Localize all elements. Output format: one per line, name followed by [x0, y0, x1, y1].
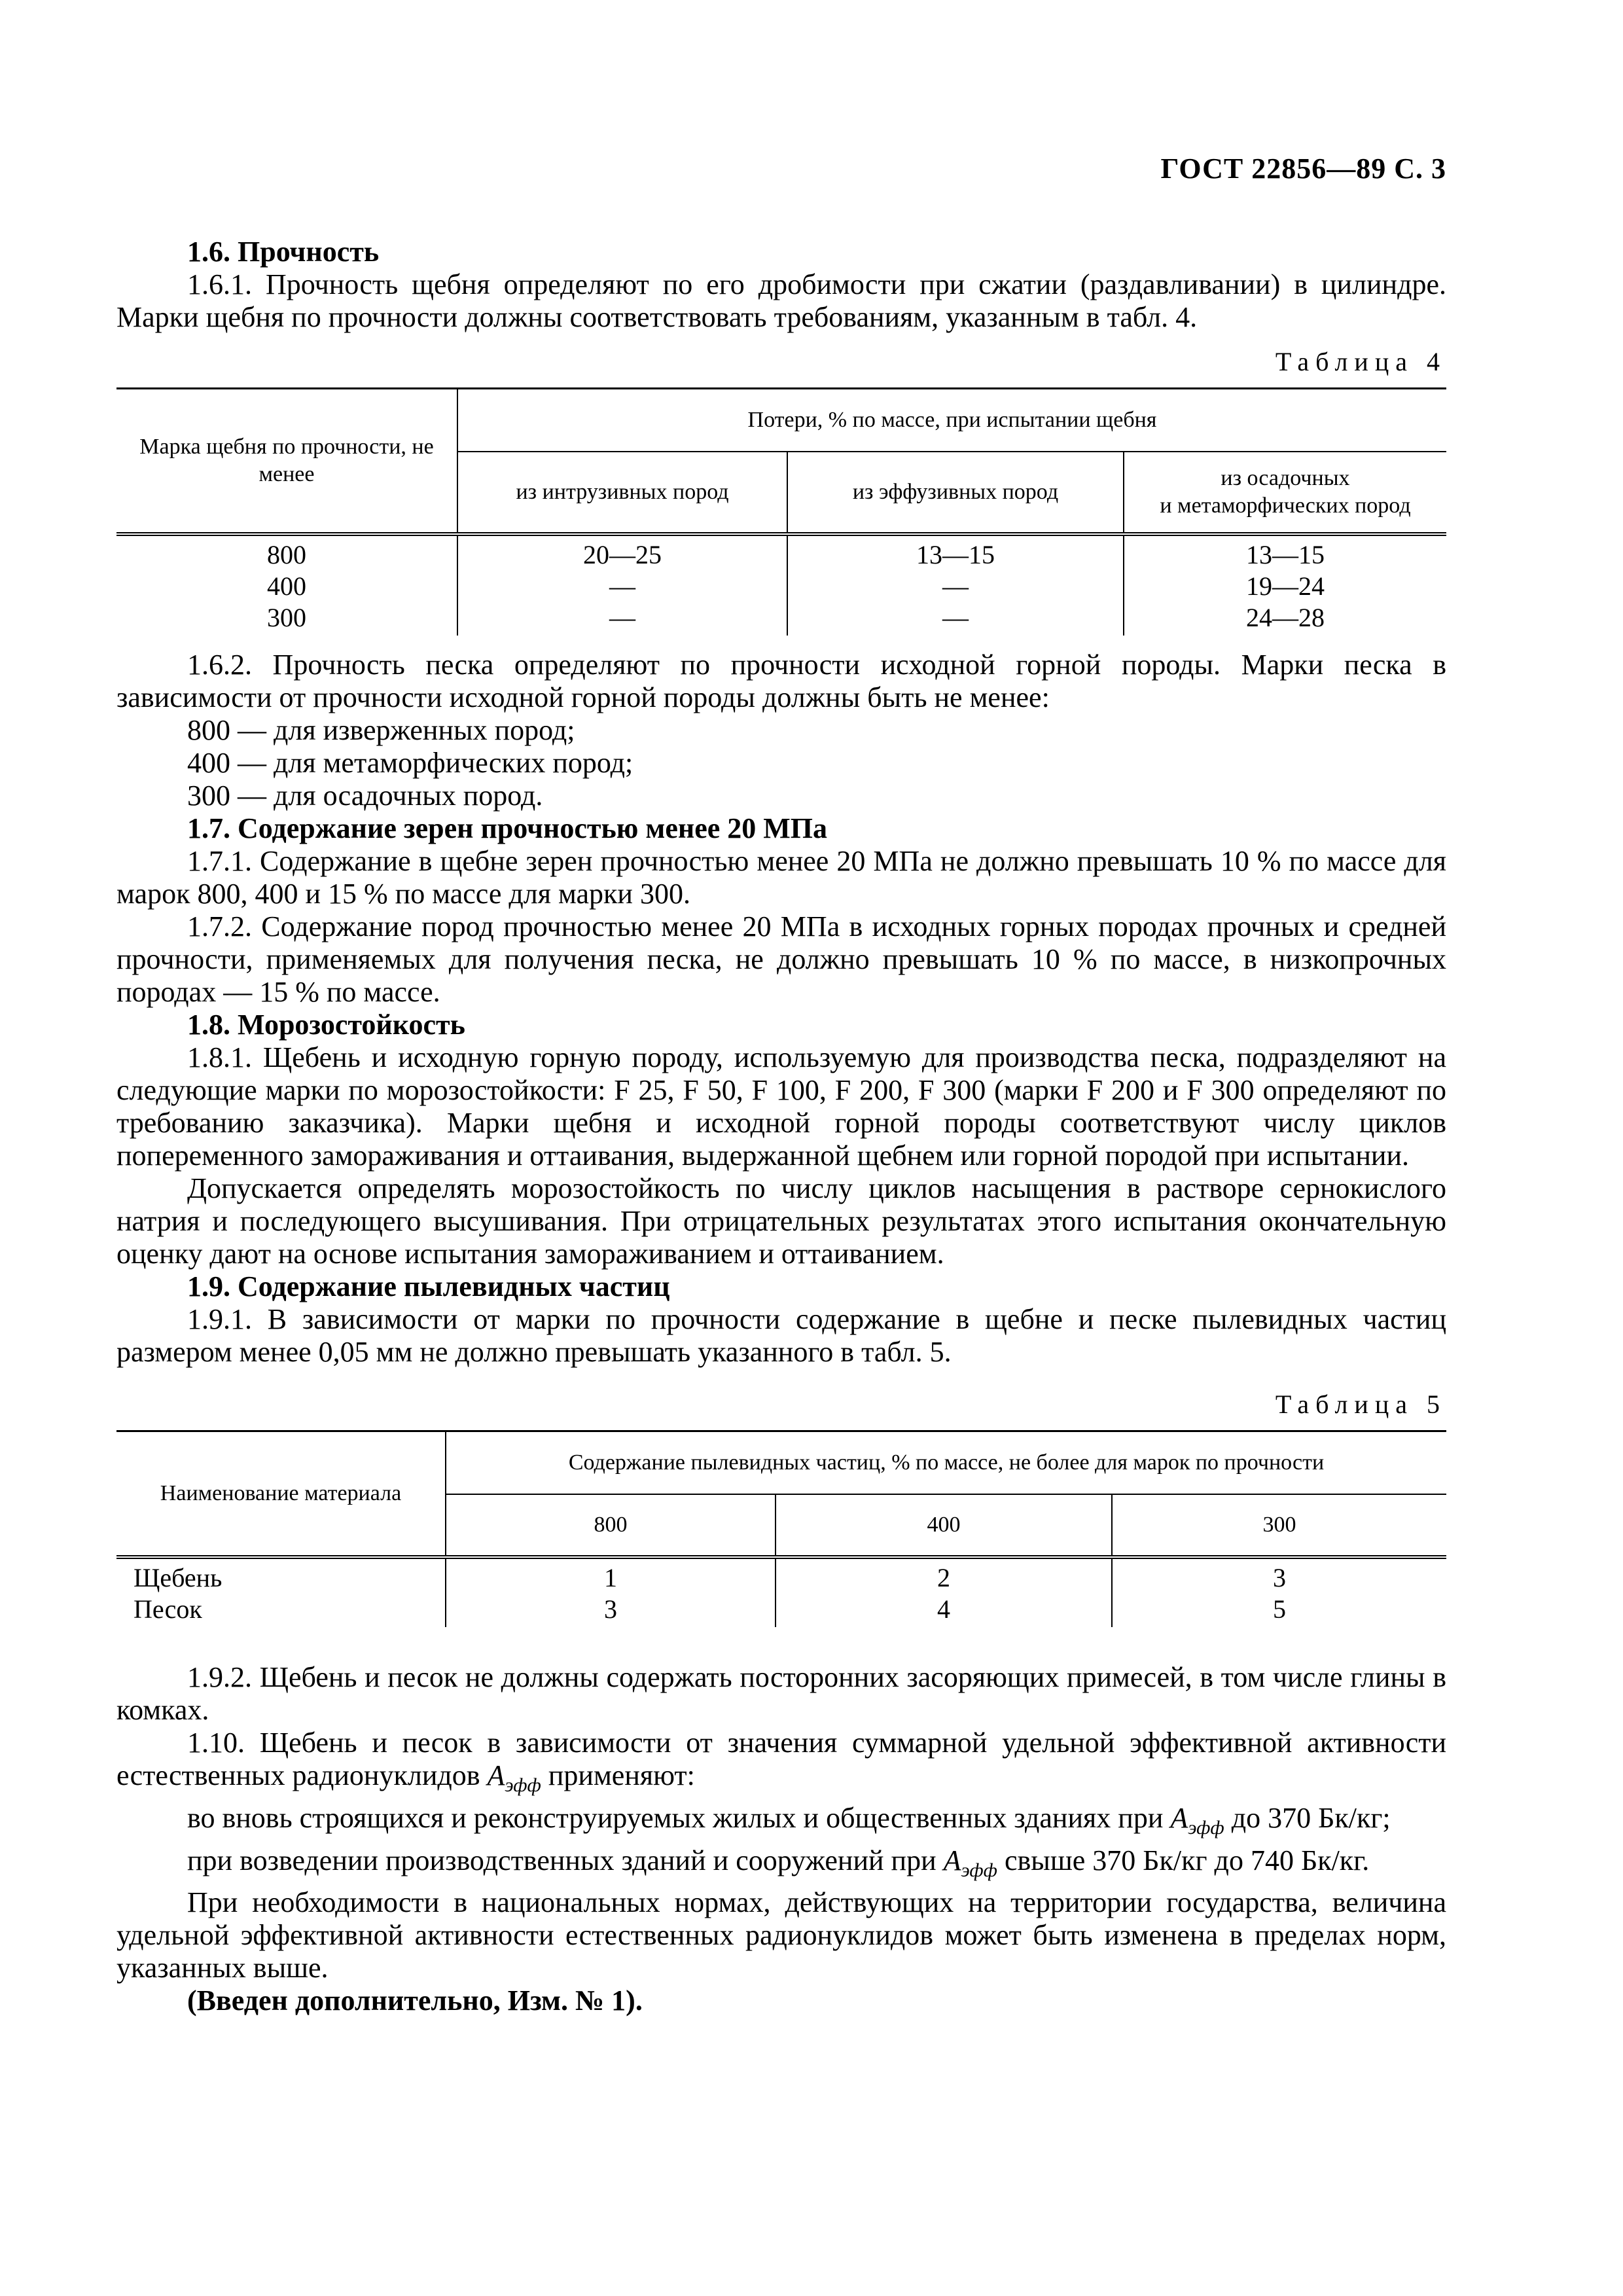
item-tail: свыше 370 Бк/кг до 740 Бк/кг. [1004, 1844, 1370, 1876]
section-number: 1.8. [187, 1009, 230, 1041]
table-cell: 300 [116, 602, 457, 636]
table-cell: — [457, 602, 787, 636]
item-text: при возведении производственных зданий и сооружений при [187, 1844, 936, 1876]
table-5 [116, 1430, 1446, 1627]
paragraph-1-10-text: 1.10. Щебень и песок в зависимости от значения суммарной удельной эффективной активности естественных радионуклидов [116, 1727, 1446, 1791]
subheader-3-line-2: и метаморфических пород [1160, 493, 1411, 518]
activity-symbol [487, 1759, 541, 1796]
document-body [116, 236, 1446, 2017]
table-cell: 13—15 [787, 534, 1124, 571]
section-title: Прочность [238, 236, 380, 268]
paragraph-1-7-2: 1.7.2. Содержание пород прочностью менее 20 МПа в исходных горных породах прочных и средней прочности, применяемых для получения песка, не должно превышать 10 % по массе, в низкопрочных породах — 15 % по массе. [116, 910, 1446, 1008]
section-title: Содержание пылевидных частиц [238, 1270, 670, 1302]
item-tail: до 370 Бк/кг; [1231, 1801, 1391, 1834]
symbol-letter: A [943, 1844, 961, 1876]
table-4-group-header: Потери, % по массе, при испытании щебня [457, 389, 1446, 452]
symbol-subscript: эфф [505, 1774, 541, 1796]
paragraph-1-9-1: 1.9.1. В зависимости от марки по прочности содержание в щебне и песке пылевидных частиц размером менее 0,05 мм не должно превышать указанного в табл. 5. [116, 1303, 1446, 1368]
table-cell: 800 [116, 534, 457, 571]
paragraph-1-7-1: 1.7.1. Содержание в щебне зерен прочностью менее 20 МПа не должно превышать 10 % по массе для марок 800, 400 и 15 % по массе для марки 300. [116, 845, 1446, 910]
table-cell: Щебень [116, 1557, 446, 1594]
table-row [116, 1594, 1446, 1627]
table-4-subheader-1: из интрузивных пород [457, 452, 787, 534]
list-item: 400 — для метаморфических пород; [187, 747, 633, 779]
table-cell: 3 [1273, 1563, 1286, 1592]
table-cell: 24—28 [1246, 603, 1325, 632]
table-cell: 20—25 [457, 534, 787, 571]
section-title: Содержание зерен прочностью менее 20 МПа [238, 812, 828, 844]
table-4-subheader-3 [1124, 452, 1446, 534]
subheader-3-line-1: из осадочных [1221, 466, 1350, 490]
amendment-note: (Введен дополнительно, Изм. № 1). [187, 1984, 643, 2017]
symbol-letter: A [487, 1759, 505, 1791]
section-1-9-heading [116, 1270, 1446, 1303]
table-cell: 3 [446, 1594, 776, 1627]
paragraph-1-9-2: 1.9.2. Щебень и песок не должны содержать посторонних засоряющих примесей, в том числе глины в комках. [116, 1661, 1446, 1726]
paragraph-1-10-item-1 [116, 1802, 1446, 1844]
table-row [116, 534, 1446, 571]
table-cell: — [787, 571, 1124, 602]
table-5-subheader-1: 800 [446, 1494, 776, 1557]
paragraph-1-10-tail: применяют: [548, 1759, 695, 1791]
table-4-col1-header: Марка щебня по прочности, не менее [116, 389, 457, 535]
table-4-caption: Таблица 4 [1275, 347, 1446, 376]
paragraph-1-6-2: 1.6.2. Прочность песка определяют по прочности исходной горной породы. Марки песка в зависимости от прочности исходной горной породы должны быть не менее: [116, 649, 1446, 713]
list-item: 300 — для осадочных пород. [187, 780, 543, 812]
table-cell: 5 [1273, 1594, 1286, 1624]
paragraph-1-6-1: 1.6.1. Прочность щебня определяют по его дробимости при сжатии (раздавливании) в цилиндре. Марки щебня по прочности должны соответствовать требованиям, указанным в табл. 4. [116, 268, 1446, 333]
symbol-letter: A [1170, 1801, 1188, 1834]
table-4 [116, 387, 1446, 636]
table-5-subheader-3: 300 [1112, 1494, 1446, 1557]
table-4-subheader-2: из эффузивных пород [787, 452, 1124, 534]
table-5-col1-header: Наименование материала [116, 1431, 446, 1558]
table-row [116, 602, 1446, 636]
paragraph-1-8-1: 1.8.1. Щебень и исходную горную породу, используемую для производства песка, подразделяют на следующие марки по морозостойкости: F 25, F 50, F 100, F 200, F 300 (марки F 200 и F 300 определяют по требованию заказчика). Марки щебня и исходной горной породы соответствуют числу циклов попеременного замораживания и оттаивания, выдержанной щебнем или горной породой при испытании. [116, 1041, 1446, 1172]
table-cell: — [787, 602, 1124, 636]
table-cell: 400 [116, 571, 457, 602]
activity-symbol [1170, 1801, 1224, 1839]
list-item: 800 — для изверженных пород; [187, 714, 575, 746]
table-cell: 19—24 [1246, 571, 1325, 601]
table-cell: 1 [446, 1557, 776, 1594]
section-1-7-heading [116, 812, 1446, 845]
symbol-subscript: эфф [961, 1859, 997, 1881]
item-text: во вновь строящихся и реконструируемых жилых и общественных зданиях при [187, 1801, 1164, 1834]
table-5-group-header: Содержание пылевидных частиц, % по массе, не более для марок по прочности [446, 1431, 1446, 1495]
table-cell: 4 [776, 1594, 1112, 1627]
section-number: 1.6. [187, 236, 230, 268]
table-cell: Песок [116, 1594, 446, 1627]
section-title: Морозостойкость [238, 1009, 465, 1041]
symbol-subscript: эфф [1188, 1816, 1224, 1839]
page-header: ГОСТ 22856—89 С. 3 [1160, 152, 1446, 185]
section-1-6-heading [116, 236, 1446, 268]
table-5-caption: Таблица 5 [1275, 1390, 1446, 1419]
activity-symbol [943, 1844, 997, 1881]
section-1-8-heading [116, 1009, 1446, 1041]
paragraph-1-8-1-continued: Допускается определять морозостойкость по числу циклов насыщения в растворе сернокислого натрия и последующего высушивания. При отрицательных результатах этого испытания окончательную оценку дают на основе испытания замораживанием и оттаиванием. [116, 1172, 1446, 1270]
table-5-subheader-2: 400 [776, 1494, 1112, 1557]
section-number: 1.9. [187, 1270, 230, 1302]
section-number: 1.7. [187, 812, 230, 844]
paragraph-1-10 [116, 1727, 1446, 1802]
table-row [116, 571, 1446, 602]
paragraph-1-10-note: При необходимости в национальных нормах, действующих на территории государства, величина удельной эффективной активности естественных радионуклидов может быть изменена в пределах норм, указанных выше. [116, 1886, 1446, 1984]
paragraph-1-10-item-2 [116, 1844, 1446, 1887]
table-row [116, 1557, 1446, 1594]
table-cell: — [457, 571, 787, 602]
table-cell: 13—15 [1246, 540, 1325, 569]
table-cell: 2 [776, 1557, 1112, 1594]
